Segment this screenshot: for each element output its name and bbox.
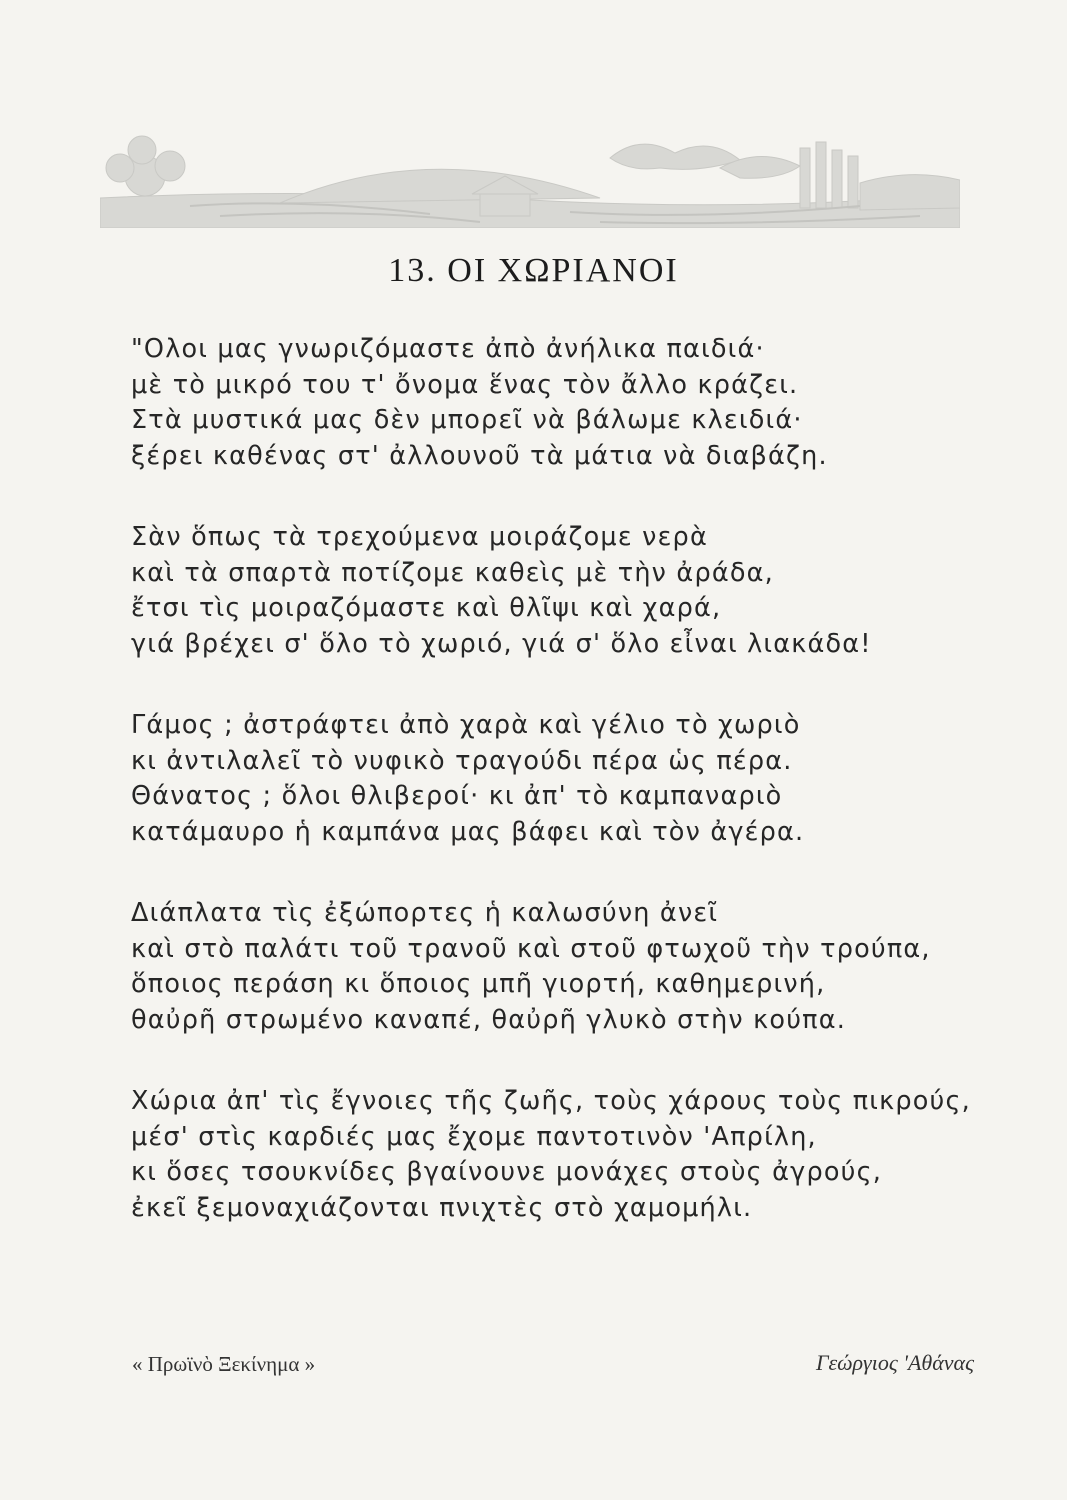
- stanza-4: [131, 896, 1011, 1038]
- source-citation: « Πρωϊνὸ Ξεκίνημα »: [132, 1352, 316, 1376]
- poem-line: μὲ τὸ μικρό του τ' ὄνομα ἕνας τὸν ἄλλο κράζει.: [131, 369, 799, 400]
- poem-line: καὶ στὸ παλάτι τοῦ τρανοῦ καὶ στοῦ φτωχοῦ τὴν τρούπα,: [131, 933, 931, 964]
- poem-line: καὶ τὰ σπαρτὰ ποτίζομε καθεὶς μὲ τὴν ἀράδα,: [131, 557, 774, 588]
- poem-title: 13. ΟΙ ΧΩΡΙΑΝΟΙ: [388, 252, 679, 289]
- poem-line: ἐκεῖ ξεμοναχιάζονται πνιχτὲς στὸ χαμομήλι.: [131, 1192, 753, 1223]
- stanza-2: [131, 520, 1011, 662]
- poem-line: γιά βρέχει σ' ὅλο τὸ χωριό, γιά σ' ὅλο εἶναι λιακάδα!: [131, 628, 872, 659]
- poem-line: κατάμαυρο ἡ καμπάνα μας βάφει καὶ τὸν ἀγέρα.: [131, 816, 805, 847]
- poem-line: θαὐρῆ στρωμένο καναπέ, θαὐρῆ γλυκὸ στὴν κούπα.: [131, 1004, 847, 1035]
- stanza-5: [131, 1084, 1011, 1226]
- poem-line: Γάμος ; ἀστράφτει ἀπὸ χαρὰ καὶ γέλιο τὸ χωριὸ: [131, 710, 801, 740]
- poem-line: ξέρει καθένας στ' ἀλλουνοῦ τὰ μάτια νὰ διαβάζη.: [131, 440, 828, 471]
- poem-line: Θάνατος ; ὅλοι θλιβεροί· κι ἀπ' τὸ καμπαναριὸ: [131, 781, 783, 811]
- poem-line: ὅποιος περάση κι ὅποιος μπῆ γιορτή, καθημερινή,: [131, 969, 826, 999]
- poem-line: Χώρια ἀπ' τὶς ἔγνοιες τῆς ζωῆς, τοὺς χάρους τοὺς πικρούς,: [131, 1086, 971, 1116]
- stanza-3: [131, 708, 1011, 850]
- author-name: Γεώργιος 'Αθάνας: [815, 1350, 974, 1375]
- landscape-vignette: [100, 128, 960, 228]
- poem-line: Στὰ μυστικά μας δὲν μπορεῖ νὰ βάλωμε κλειδιά·: [131, 405, 803, 435]
- poem-line: μέσ' στὶς καρδιές μας ἔχομε παντοτινὸν 'Απρίλη,: [131, 1121, 817, 1152]
- stanza-1: [131, 332, 1011, 474]
- poem-line: κι ἀντιλαλεῖ τὸ νυφικὸ τραγούδι πέρα ὡς πέρα.: [131, 745, 793, 776]
- poem-line: "Ολοι μας γνωριζόμαστε ἀπὸ ἀνήλικα παιδιά·: [131, 334, 765, 364]
- poem-line: ἔτσι τὶς μοιραζόμαστε καὶ θλῖψι καὶ χαρά,: [131, 593, 722, 623]
- poem-body: [131, 332, 1011, 1272]
- poem-line: Σὰν ὅπως τὰ τρεχούμενα μοιράζομε νερὰ: [131, 522, 708, 552]
- poem-line: κι ὅσες τσουκνίδες βγαίνουνε μονάχες στοὺς ἀγρούς,: [131, 1157, 883, 1187]
- poem-line: Διάπλατα τὶς ἐξώπορτες ἡ καλωσύνη ἀνεῖ: [131, 898, 719, 928]
